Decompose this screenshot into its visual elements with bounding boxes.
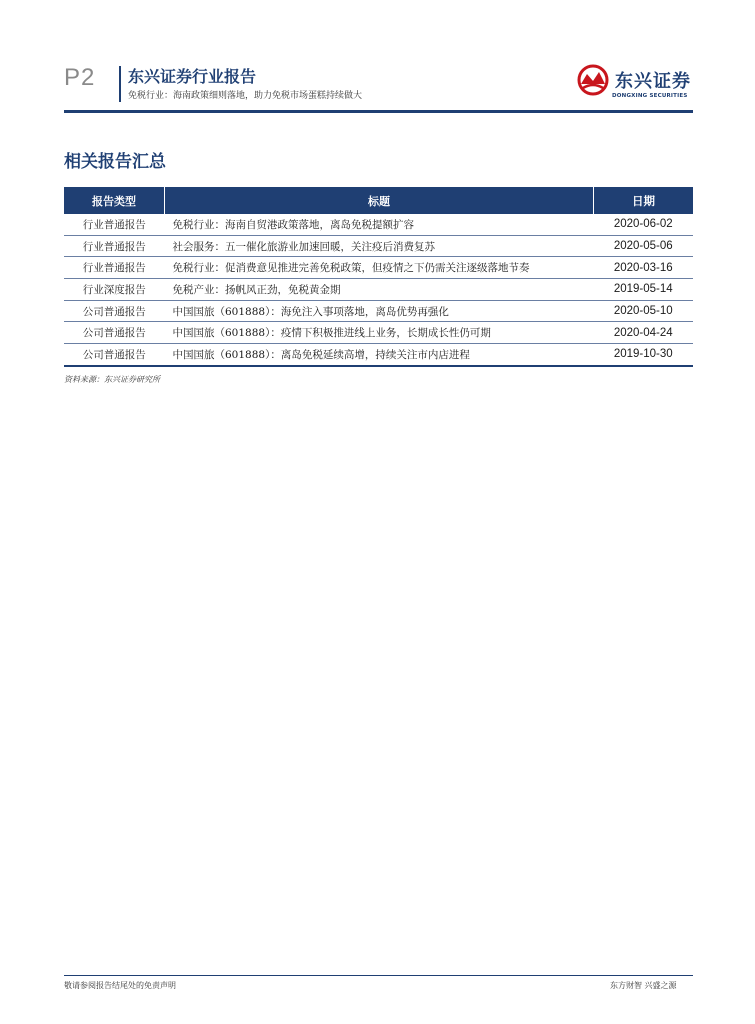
header-date: 日期 [594,187,694,214]
logo-subtitle: DONGXING SECURITIES [612,93,688,99]
row-date: 2020-05-06 [594,235,694,257]
table-row [64,257,693,279]
row-type: 行业普通报告 [64,257,165,279]
row-date: 2020-04-24 [594,322,694,344]
report-subtitle: 免税行业：海南政策细则落地，助力免税市场蛋糕持续做大 [128,91,363,101]
logo-text: 东兴证券 [615,71,691,92]
row-type: 行业普通报告 [64,235,165,257]
row-type: 公司普通报告 [64,300,165,322]
row-date: 2019-10-30 [594,344,694,366]
row-title: 免税行业：促消费意见推进完善免税政策，但疫情之下仍需关注逐级落地节奏 [165,257,594,279]
row-title: 中国国旅（601888）：海免注入事项落地，离岛优势再强化 [165,300,594,322]
footer-slogan: 东方财智 兴盛之源 [610,981,677,990]
row-title: 免税产业：扬帆风正劲，免税黄金期 [165,279,594,301]
footer-disclaimer: 敬请参阅报告结尾处的免责声明 [64,981,176,990]
table-row [64,322,693,344]
table-row [64,344,693,366]
row-date: 2020-03-16 [594,257,694,279]
row-date: 2020-05-10 [594,300,694,322]
row-title: 中国国旅（601888）：疫情下积极推进线上业务，长期成长性仍可期 [165,322,594,344]
header-title: 标题 [165,187,594,214]
header-report-type: 报告类型 [64,187,165,214]
related-reports-table [64,187,693,367]
footer-rule [64,975,693,976]
source-note: 资料来源：东兴证券研究所 [64,375,160,384]
row-title: 免税行业：海南自贸港政策落地，离岛免税提额扩容 [165,214,594,235]
row-date: 2020-06-02 [594,214,694,235]
header-divider [119,66,121,102]
table-row [64,235,693,257]
row-type: 行业普通报告 [64,214,165,235]
table-row [64,300,693,322]
header-rule [64,110,693,113]
table-row [64,279,693,301]
table-row [64,214,693,235]
brand-title: 东兴证券行业报告 [128,67,257,86]
row-type: 行业深度报告 [64,279,165,301]
row-date: 2019-05-14 [594,279,694,301]
page-number: P2 [64,64,96,91]
table-header-row [64,187,693,214]
section-title: 相关报告汇总 [64,152,166,172]
row-type: 公司普通报告 [64,322,165,344]
row-title: 社会服务：五一催化旅游业加速回暖，关注疫后消费复苏 [165,235,594,257]
row-type: 公司普通报告 [64,344,165,366]
row-title: 中国国旅（601888）：离岛免税延续高增，持续关注市内店进程 [165,344,594,366]
